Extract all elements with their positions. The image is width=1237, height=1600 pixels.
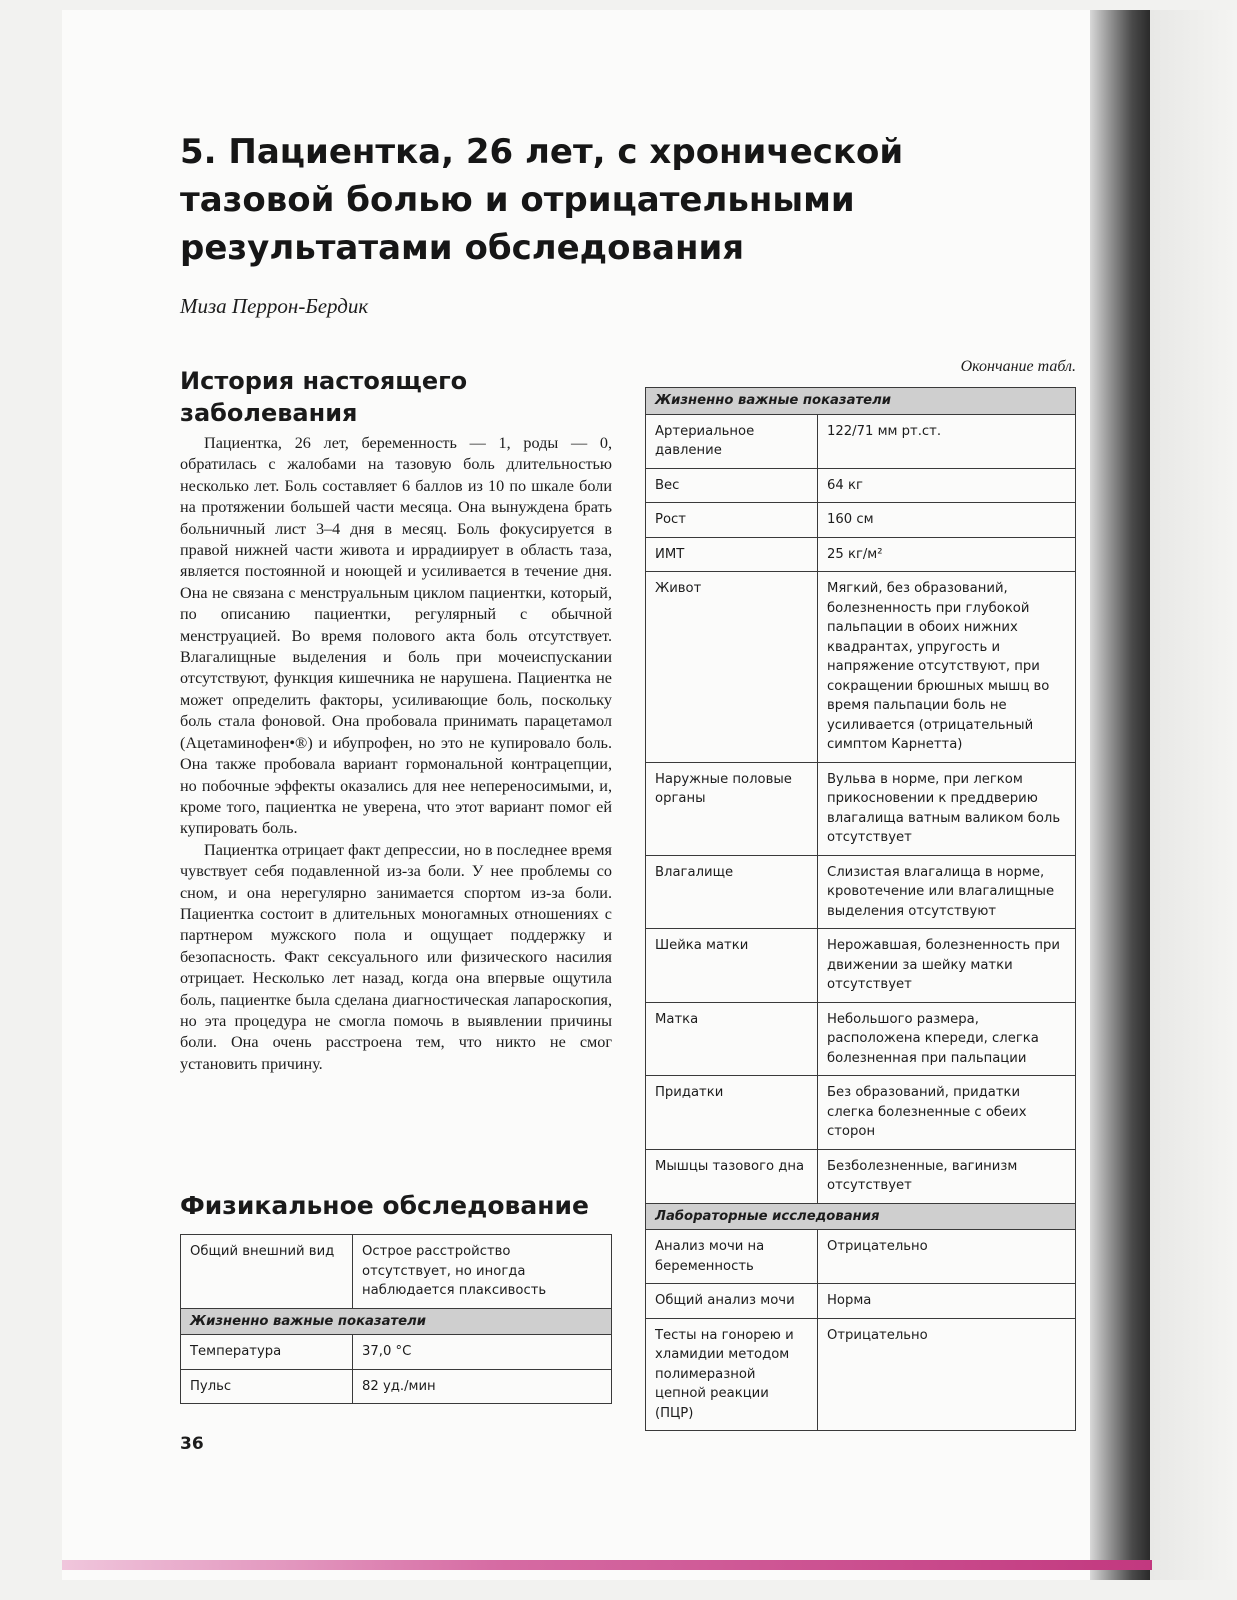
table-cell-value: 25 кг/м² [818,537,1076,572]
table-cell-value: Небольшого размера, расположена кпереди, слегка болезненная при пальпации [818,1002,1076,1076]
section-header-cell: Жизненно важные показатели [646,388,1076,415]
section-heading-exam: Физикальное обследование [180,1191,589,1220]
section-header-cell: Жизненно важные показатели [181,1308,612,1335]
table-cell-value: Отрицательно [818,1318,1076,1431]
table-row [646,1002,1076,1076]
table-row [646,537,1076,572]
table-row [181,1335,612,1370]
table-row [646,1076,1076,1150]
table-section-header [646,1203,1076,1230]
table-row [646,1230,1076,1284]
table-cell-label: Живот [646,572,818,763]
table-section-header [646,388,1076,415]
table-row [646,929,1076,1003]
table-cell-value: Безболезненные, вагинизм отсутствует [818,1149,1076,1203]
table-cell-label: Влагалище [646,855,818,929]
history-paragraph: Пациентка, 26 лет, беременность — 1, роды — 0, обратилась с жалобами на тазовую боль длительностью несколько лет. Боль составляет 6 баллов из 10 по шкале боли на протяжении большей части месяца. Она вынуждена брать больничный лист 3–4 дня в месяц. Боль фокусируется в правой нижней части живота и иррадиирует в область таза, является постоянной и ноющей и усиливается в течение дня. Она не связана с менструальным циклом пациентки, который, по описанию пациентки, регулярный с обычной менструацией. Во время полового акта боль отсутствует. Влагалищные выделения и боль при мочеиспускании отсутствуют, функция кишечника не нарушена. Пациентка не может определить факторы, усиливающие боль, поскольку боль стала фоновой. Она пробовала принимать парацетамол (Ацетаминофен•®) и ибупрофен, но это не купировало боль. Она также пробовала вариант гормональной контрацепции, но побочные эффекты оказались для нее непереносимыми, и, кроме того, пациентка не уверена, что этот вариант помог ей купировать боль. [180,434,612,838]
table-cell-label: Рост [646,503,818,538]
table-cell-value: Вульва в норме, при легком прикосновении к преддверию влагалища ватным валиком боль отсутствует [818,762,1076,855]
table-cell-value: Отрицательно [818,1230,1076,1284]
table-cell-value: Острое расстройство отсутствует, но иногда наблюдается плаксивость [353,1235,612,1309]
history-body [180,433,612,1075]
page-number: 36 [180,1434,204,1454]
book-spine-shadow [1090,10,1150,1580]
table-cell-value: Слизистая влагалища в норме, кровотечение или влагалищные выделения отсутствуют [818,855,1076,929]
table-cell-label: Артериальное давление [646,414,818,468]
page-edge-stripe [62,1560,1152,1570]
chapter-title: 5. Пациентка, 26 лет, с хронической тазовой болью и отрицательными результатами обследования [180,132,904,268]
table-row [646,855,1076,929]
table-row [646,572,1076,763]
exam-table-right [645,387,1076,1431]
table-cell-label: ИМТ [646,537,818,572]
table-continuation-note: Окончание табл. [960,358,1076,375]
table-cell-label: Температура [181,1335,353,1370]
table-cell-label: Пульс [181,1369,353,1404]
table-cell-value: Норма [818,1284,1076,1319]
table-cell-label: Анализ мочи на беременность [646,1230,818,1284]
table-cell-value: 64 кг [818,468,1076,503]
table-row [181,1369,612,1404]
table-cell-label: Наружные половые органы [646,762,818,855]
table-cell-value: 37,0 °C [353,1335,612,1370]
table-section-header [181,1308,612,1335]
table-cell-label: Тесты на гонорею и хламидии методом полимеразной цепной реакции (ПЦР) [646,1318,818,1431]
table-cell-label: Матка [646,1002,818,1076]
table-cell-value: 160 см [818,503,1076,538]
scan-margin [1150,10,1237,1580]
table-row [646,503,1076,538]
table-cell-label: Общий анализ мочи [646,1284,818,1319]
table-row [181,1235,612,1309]
exam-table-left [180,1234,612,1404]
table-cell-value: 82 уд./мин [353,1369,612,1404]
table-row [646,1284,1076,1319]
table-row [646,1318,1076,1431]
table-row [646,468,1076,503]
section-header-cell: Лабораторные исследования [646,1203,1076,1230]
table-cell-label: Общий внешний вид [181,1235,353,1309]
table-cell-label: Шейка матки [646,929,818,1003]
history-paragraph: Пациентка отрицает факт депрессии, но в последнее время чувствует себя подавленной из-за боли. У нее проблемы со сном, и она нерегулярно занимается спортом из-за боли. Пациентка состоит в длительных моногамных отношениях с партнером мужского пола и ощущает поддержку и безопасность. Факт сексуального или физического насилия отрицает. Несколько лет назад, когда она впервые ощутила боль, пациентке была сделана диагностическая лапароскопия, но эта процедура не смогла помочь в выявлении причины боли. Она очень расстроена тем, что никто не смог установить причину. [180,840,612,1073]
table-row [646,414,1076,468]
table-cell-label: Придатки [646,1076,818,1150]
table-cell-value: Нерожавшая, болезненность при движении за шейку матки отсутствует [818,929,1076,1003]
author-name: Миза Перрон-Бердик [180,294,369,318]
table-cell-label: Мышцы тазового дна [646,1149,818,1203]
table-cell-value: Мягкий, без образований, болезненность при глубокой пальпации в обоих нижних квадрантах, упругость и напряжение отсутствуют, при сокращении брюшных мышц во время пальпации боль не усиливается (отрицательный симптом Карнетта) [818,572,1076,763]
section-heading-history: История настоящего заболевания [180,367,468,427]
table-row [646,762,1076,855]
table-cell-label: Вес [646,468,818,503]
table-cell-value: Без образований, придатки слегка болезненные с обеих сторон [818,1076,1076,1150]
table-cell-value: 122/71 мм рт.ст. [818,414,1076,468]
table-row [646,1149,1076,1203]
